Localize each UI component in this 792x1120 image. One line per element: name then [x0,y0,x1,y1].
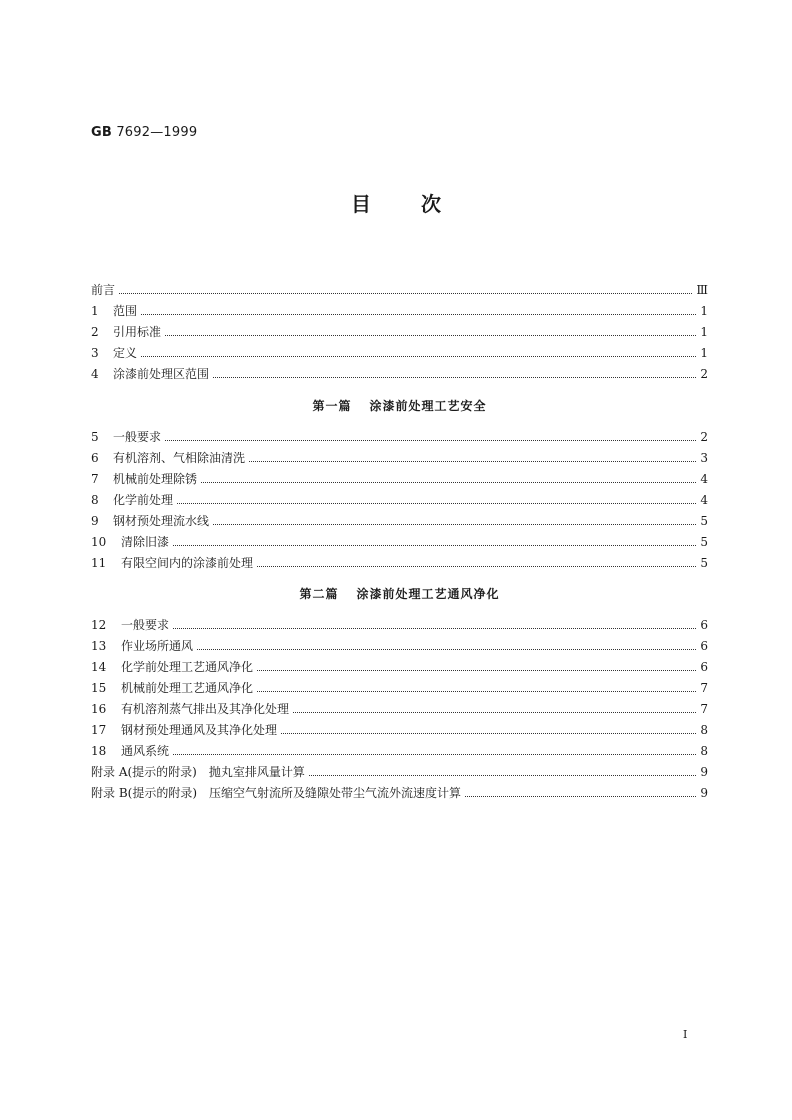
toc-entry-label: 定义 [113,346,138,360]
toc-entry[interactable] [91,365,708,386]
page-title [0,188,792,217]
leader-dots [141,314,696,315]
toc-page-number: 8 [700,723,708,737]
toc-entry[interactable] [91,302,708,323]
title-char-2: 次 [421,192,441,216]
toc-entry-label: 化学前处理 [113,493,174,507]
toc-page-number: 2 [700,430,708,444]
toc-entry-number: 13 [91,639,107,653]
toc-entry-label: 有机溶剂、气相除油清洗 [113,451,246,465]
toc-part-1 [91,397,708,418]
toc-entry-label: 作业场所通风 [121,639,194,653]
toc-entry-number: 2 [91,325,99,339]
leader-dots [309,775,696,776]
toc-entry-number: 16 [91,702,107,716]
part-heading[interactable] [91,397,708,418]
leader-dots [201,482,696,483]
toc-entry-label: 钢材预处理通风及其净化处理 [121,723,278,737]
toc-entry-label: 有限空间内的涂漆前处理 [121,556,254,570]
toc-page-number: 6 [700,639,708,653]
toc-page-number: 4 [700,472,708,486]
leader-dots [257,691,696,692]
toc-entry-label: 附录 B(提示的附录) 压缩空气射流所及缝隙处带尘气流外流速度计算 [91,786,461,800]
toc-entry[interactable] [91,449,708,470]
leader-dots [141,356,696,357]
toc-entry-label: 通风系统 [121,744,170,758]
toc-page-number: 4 [700,493,708,507]
toc-entry-label: 机械前处理工艺通风净化 [121,681,254,695]
leader-dots [281,733,696,734]
toc-front-section [91,281,708,386]
toc-entry-label: 前言 [91,283,116,297]
standard-number [91,125,197,140]
toc-entry-number: 1 [91,304,99,318]
leader-dots [173,754,696,755]
toc-entry-number: 5 [91,430,99,444]
toc-page-number: 5 [700,535,708,549]
toc-page-number: 3 [700,451,708,465]
leader-dots [173,545,696,546]
toc-entry[interactable] [91,679,708,700]
toc-entry[interactable] [91,637,708,658]
toc-entry-number: 12 [91,618,107,632]
toc-entry-appendix-b[interactable] [91,784,708,805]
toc-entry-label: 钢材预处理流水线 [113,514,210,528]
toc-entry-number: 14 [91,660,107,674]
leader-dots [119,293,692,294]
part-heading[interactable] [91,585,708,606]
toc-entry-label: 引用标准 [113,325,162,339]
toc-entry-label: 涂漆前处理区范围 [113,367,210,381]
toc-page-number: 6 [700,660,708,674]
toc-entry-number: 18 [91,744,107,758]
toc-entry-label: 化学前处理工艺通风净化 [121,660,254,674]
toc-page-number: 9 [700,765,708,779]
toc-entry-label: 机械前处理除锈 [113,472,198,486]
toc-entry-number: 8 [91,493,99,507]
standard-prefix: GB [91,125,112,140]
toc-entry-number: 4 [91,367,99,381]
toc-entry-number: 9 [91,514,99,528]
toc-entry[interactable] [91,616,708,637]
leader-dots [257,566,696,567]
title-char-1: 目 [351,192,371,216]
leader-dots [165,335,696,336]
toc-page-number: 1 [700,325,708,339]
standard-code: 7692—1999 [116,125,198,140]
part-number: 第一篇 [312,399,352,413]
leader-dots [177,503,696,504]
toc-page-number: 6 [700,618,708,632]
toc-entry[interactable] [91,344,708,365]
toc-part-1-entries [91,428,708,575]
leader-dots [465,796,696,797]
toc-entry-number: 3 [91,346,99,360]
toc-part-2-entries [91,616,708,805]
toc-entry[interactable] [91,533,708,554]
toc-page-number: 9 [700,786,708,800]
toc-entry-number: 15 [91,681,107,695]
toc-page-number: Ⅲ [696,283,708,297]
leader-dots [293,712,696,713]
toc-entry-label: 附录 A(提示的附录) 抛丸室排风量计算 [91,765,305,779]
part-title: 涂漆前处理工艺通风净化 [356,587,500,601]
leader-dots [257,670,696,671]
toc-page-number: 8 [700,744,708,758]
leader-dots [165,440,696,441]
toc-entry-number: 10 [91,535,107,549]
toc-entry-foreword[interactable] [91,281,708,302]
toc-entry-label: 一般要求 [121,618,170,632]
toc-entry[interactable] [91,721,708,742]
toc-entry-label: 范围 [113,304,138,318]
toc-entry[interactable] [91,323,708,344]
toc-page-number: 2 [700,367,708,381]
leader-dots [173,628,696,629]
toc-page-number: 7 [700,702,708,716]
toc-page-number: 5 [700,556,708,570]
leader-dots [213,377,696,378]
toc-entry-appendix-a[interactable] [91,763,708,784]
toc-entry[interactable] [91,700,708,721]
leader-dots [213,524,696,525]
toc-entry-number: 11 [91,556,107,570]
toc-entry[interactable] [91,470,708,491]
toc-entry-number: 7 [91,472,99,486]
toc-page-number: 1 [700,304,708,318]
leader-dots [197,649,696,650]
part-number: 第二篇 [299,587,339,601]
toc-page-number: 5 [700,514,708,528]
toc-entry-number: 17 [91,723,107,737]
toc-entry[interactable] [91,512,708,533]
page-folio: Ⅰ [683,1028,688,1041]
toc-entry-label: 一般要求 [113,430,162,444]
toc-entry-number: 6 [91,451,99,465]
toc-page-number: 7 [700,681,708,695]
toc-entry[interactable] [91,428,708,449]
toc-entry[interactable] [91,554,708,575]
toc-part-2 [91,585,708,606]
leader-dots [249,461,696,462]
toc-entry[interactable] [91,491,708,512]
part-title: 涂漆前处理工艺安全 [369,399,487,413]
toc-entry-label: 有机溶剂蒸气排出及其净化处理 [121,702,290,716]
toc-page-number: 1 [700,346,708,360]
toc-entry[interactable] [91,658,708,679]
toc-entry[interactable] [91,742,708,763]
toc-entry-label: 清除旧漆 [121,535,170,549]
